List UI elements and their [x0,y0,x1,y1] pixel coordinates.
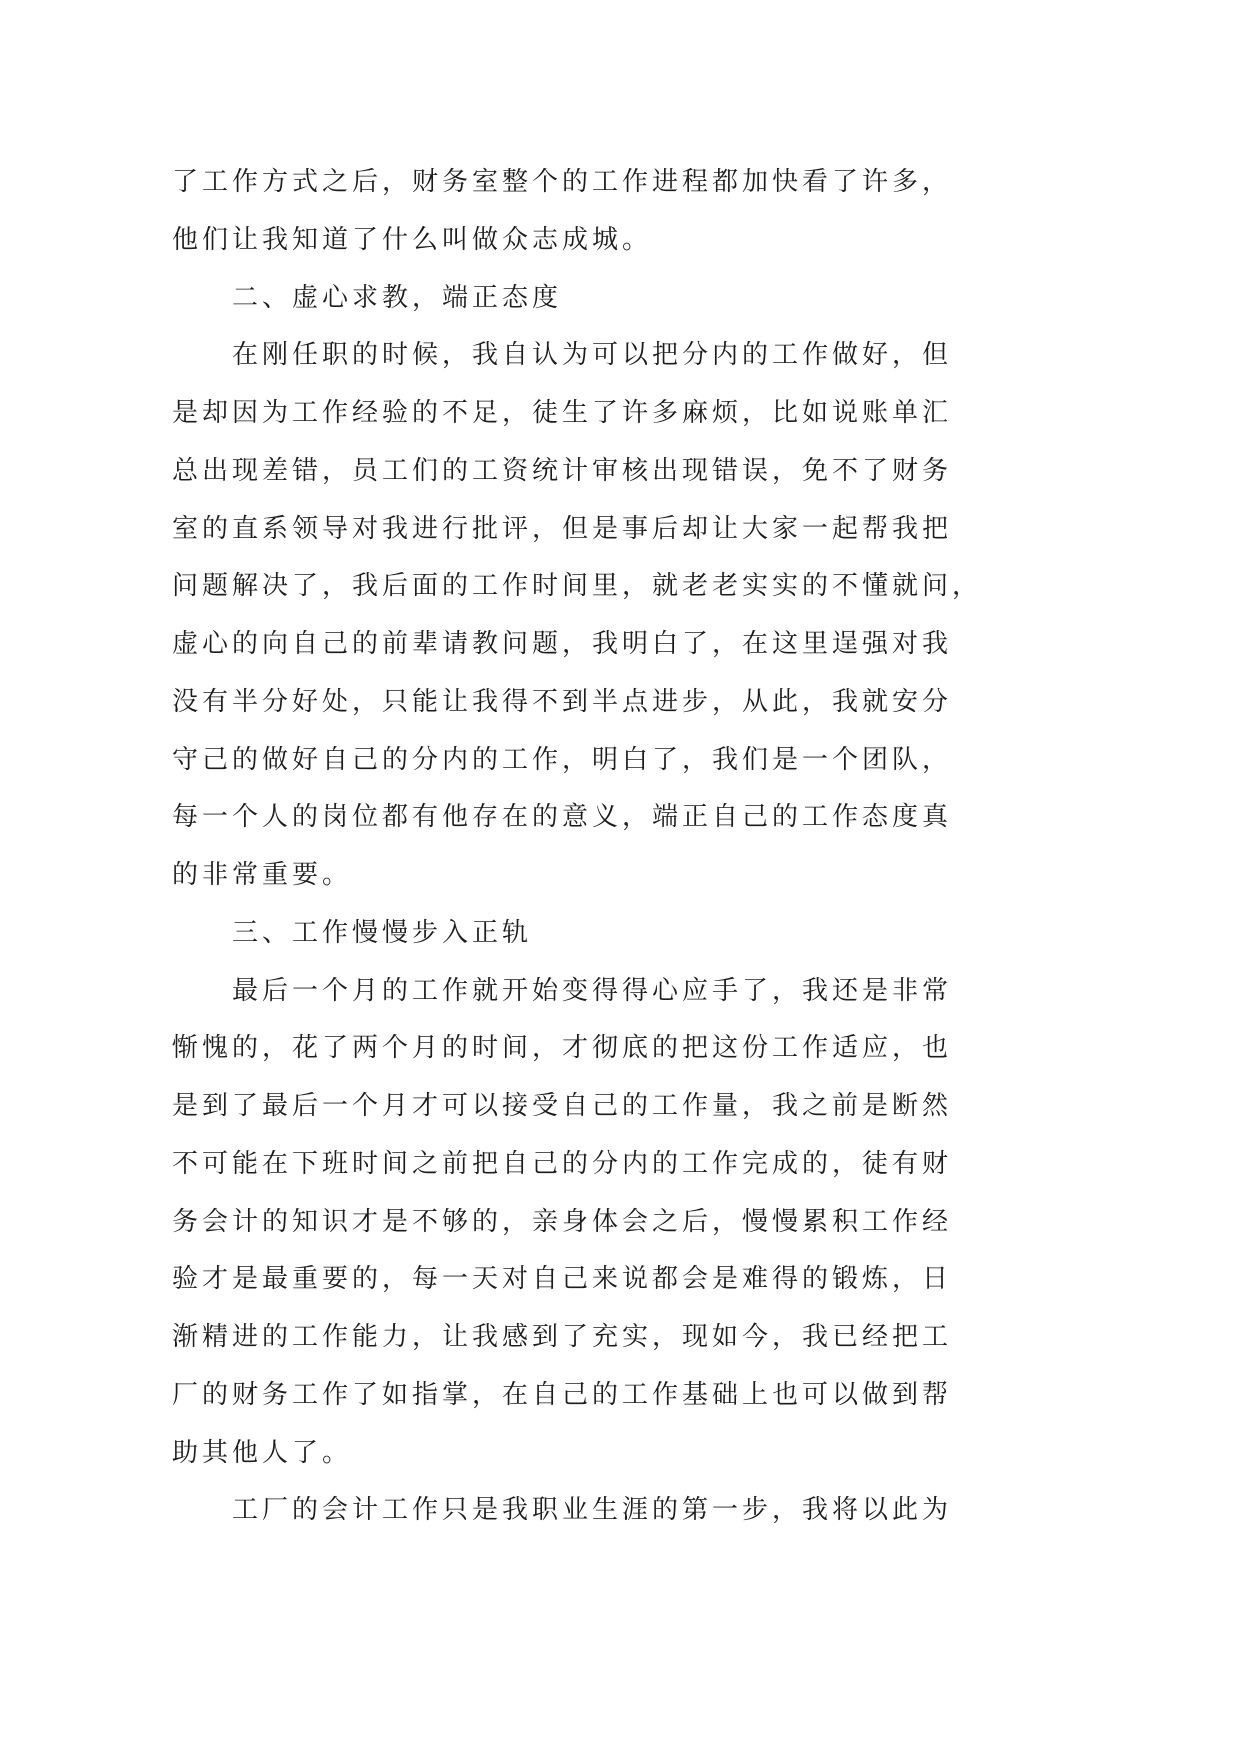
text-line: 厂的财务工作了如指掌，在自己的工作基础上也可以做到帮 [172,1379,953,1410]
paragraph [172,154,1072,270]
paragraph [172,963,1072,1483]
text-line: 室的直系领导对我进行批评，但是事后却让大家一起帮我把 [172,513,953,544]
section-heading-text: 二、虚心求教，端正态度 [232,282,563,313]
text-line: 虚心的向自己的前辈请教问题，我明白了，在这里逞强对我 [172,629,953,659]
text-line: 最后一个月的工作就开始变得得心应手了，我还是非常 [232,975,953,1006]
text-line: 渐精进的工作能力，让我感到了充实，现如今，我已经把工 [172,1322,953,1352]
text-line: 他们让我知道了什么叫做众志成城。 [172,224,653,255]
text-line: 验才是最重要的，每一天对自己来说都会是难得的锻炼，日 [172,1264,953,1295]
text-line: 工厂的会计工作只是我职业生涯的第一步，我将以此为 [232,1495,953,1526]
text-line: 惭愧的，花了两个月的时间，才彻底的把这份工作适应，也 [172,1033,953,1064]
text-line: 总出现差错，员工们的工资统计审核出现错误，免不了财务 [172,455,953,486]
text-line: 没有半分好处，只能让我得不到半点进步，从此，我就安分 [172,686,953,717]
text-line: 是却因为工作经验的不足，徒生了许多麻烦，比如说账单汇 [172,398,953,428]
text-line: 在刚任职的时候，我自认为可以把分内的工作做好，但 [232,340,953,371]
section-heading [172,905,1072,963]
paragraph [172,1482,1072,1540]
text-line: 守己的做好自己的分内的工作，明白了，我们是一个团队， [172,744,953,775]
text-line: 助其他人了。 [172,1437,353,1468]
text-line: 的非常重要。 [172,860,353,890]
text-line: 问题解决了，我后面的工作时间里，就老老实实的不懂就问， [172,571,983,602]
section-heading-text: 三、工作慢慢步入正轨 [232,917,533,948]
section-heading [172,270,1072,328]
text-line: 每一个人的岗位都有他存在的意义，端正自己的工作态度真 [172,802,953,833]
text-line: 是到了最后一个月才可以接受自己的工作量，我之前是断然 [172,1091,953,1121]
text-line: 务会计的知识才是不够的，亲身体会之后，慢慢累积工作经 [172,1206,953,1237]
text-line: 不可能在下班时间之前把自己的分内的工作完成的，徒有财 [172,1148,953,1179]
paragraph [172,327,1072,905]
document-body [172,154,1072,1540]
text-line: 了工作方式之后，财务室整个的工作进程都加快看了许多， [172,167,953,197]
